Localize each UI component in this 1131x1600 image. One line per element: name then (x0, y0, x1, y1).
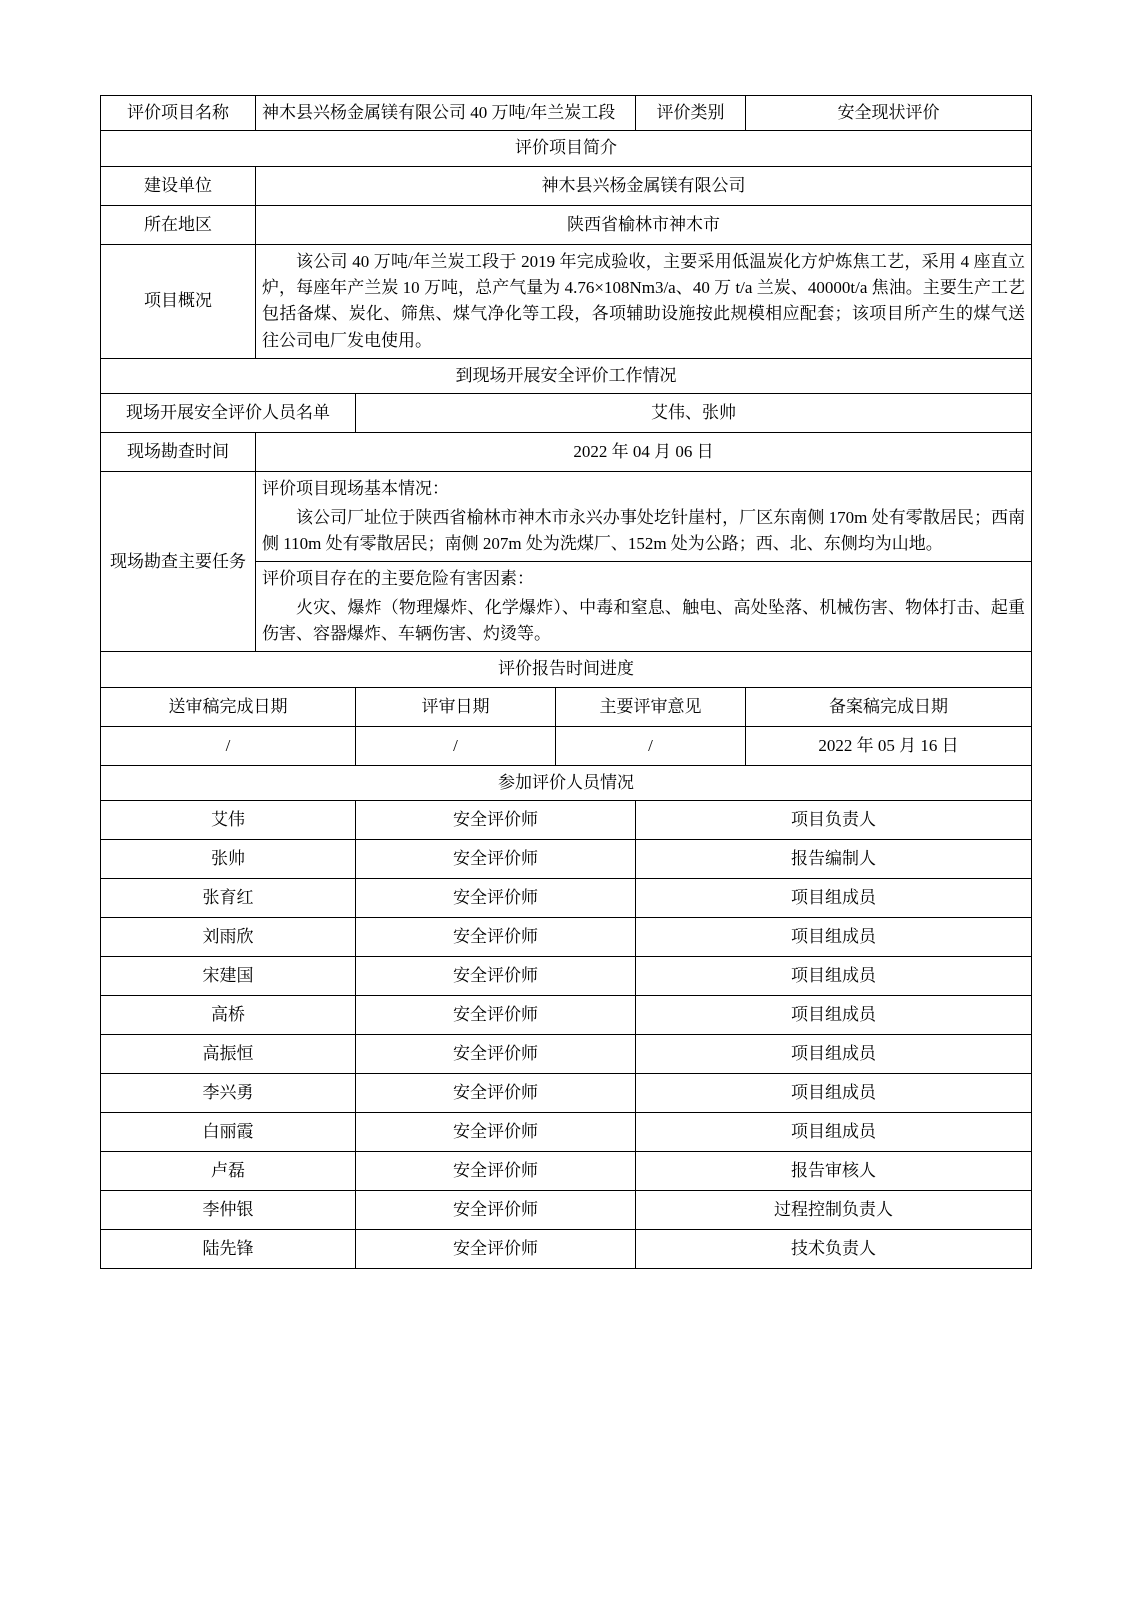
schedule-value-draft-date: / (101, 726, 356, 765)
section-row-intro (101, 131, 1032, 166)
personnel-role: 过程控制负责人 (636, 1191, 1032, 1230)
personnel-qualification: 安全评价师 (356, 801, 636, 840)
personnel-role: 项目组成员 (636, 879, 1032, 918)
personnel-name: 宋建国 (101, 957, 356, 996)
section-row-personnel (101, 765, 1032, 800)
personnel-qualification: 安全评价师 (356, 840, 636, 879)
personnel-qualification: 安全评价师 (356, 1191, 636, 1230)
table-row-survey-time (101, 433, 1032, 472)
personnel-qualification: 安全评价师 (356, 957, 636, 996)
table-row (101, 1074, 1032, 1113)
personnel-role: 报告编制人 (636, 840, 1032, 879)
basic-situation-text: 该公司厂址位于陕西省榆林市神木市永兴办事处圪针崖村，厂区东南侧 170m 处有零散居民；西南侧 110m 处有零散居民；南侧 207m 处为洗煤厂、152m 处为公路；西、北、东侧均为山地。 (262, 507, 1026, 554)
table-row-staff (101, 394, 1032, 433)
main-task-label: 现场勘查主要任务 (101, 472, 256, 652)
table-row-schedule-values (101, 726, 1032, 765)
personnel-qualification: 安全评价师 (356, 879, 636, 918)
schedule-value-review-date: / (356, 726, 556, 765)
personnel-name: 高振恒 (101, 1035, 356, 1074)
table-row (101, 840, 1032, 879)
schedule-header-review-comments: 主要评审意见 (556, 687, 746, 726)
personnel-role: 报告审核人 (636, 1152, 1032, 1191)
table-row (101, 879, 1032, 918)
project-name-label: 评价项目名称 (101, 96, 256, 131)
project-name-value: 神木县兴杨金属镁有限公司 40 万吨/年兰炭工段 (256, 96, 636, 131)
section-title-schedule: 评价报告时间进度 (101, 652, 1032, 687)
survey-time-label: 现场勘查时间 (101, 433, 256, 472)
section-title-intro: 评价项目简介 (101, 131, 1032, 166)
personnel-qualification: 安全评价师 (356, 996, 636, 1035)
schedule-value-filing-date: 2022 年 05 月 16 日 (746, 726, 1032, 765)
personnel-role: 技术负责人 (636, 1230, 1032, 1269)
table-row-construction-unit (101, 166, 1032, 205)
construction-unit-value: 神木县兴杨金属镁有限公司 (256, 166, 1032, 205)
table-row (101, 1191, 1032, 1230)
personnel-qualification: 安全评价师 (356, 1152, 636, 1191)
personnel-name: 陆先锋 (101, 1230, 356, 1269)
category-value: 安全现状评价 (746, 96, 1032, 131)
personnel-role: 项目负责人 (636, 801, 1032, 840)
staff-label: 现场开展安全评价人员名单 (101, 394, 356, 433)
schedule-value-review-comments: / (556, 726, 746, 765)
personnel-qualification: 安全评价师 (356, 1113, 636, 1152)
section-title-onsite: 到现场开展安全评价工作情况 (101, 359, 1032, 394)
personnel-name: 张帅 (101, 840, 356, 879)
overview-value (256, 244, 1032, 358)
evaluation-summary-table (100, 95, 1032, 1269)
location-value: 陕西省榆林市神木市 (256, 205, 1032, 244)
personnel-qualification: 安全评价师 (356, 918, 636, 957)
personnel-name: 李仲银 (101, 1191, 356, 1230)
personnel-name: 高桥 (101, 996, 356, 1035)
hazard-factors-cell (256, 562, 1032, 652)
personnel-name: 刘雨欣 (101, 918, 356, 957)
personnel-qualification: 安全评价师 (356, 1035, 636, 1074)
table-row (101, 957, 1032, 996)
personnel-name: 卢磊 (101, 1152, 356, 1191)
table-row-project-name (101, 96, 1032, 131)
table-row (101, 996, 1032, 1035)
schedule-header-draft-date: 送审稿完成日期 (101, 687, 356, 726)
table-row (101, 801, 1032, 840)
table-row (101, 1152, 1032, 1191)
hazard-factors-title: 评价项目存在的主要危险有害因素： (262, 569, 534, 589)
table-row (101, 1035, 1032, 1074)
construction-unit-label: 建设单位 (101, 166, 256, 205)
personnel-role: 项目组成员 (636, 996, 1032, 1035)
personnel-role: 项目组成员 (636, 1113, 1032, 1152)
table-row-location (101, 205, 1032, 244)
basic-situation-cell (256, 472, 1032, 562)
personnel-name: 张育红 (101, 879, 356, 918)
table-row (101, 1113, 1032, 1152)
table-row (101, 1230, 1032, 1269)
schedule-header-review-date: 评审日期 (356, 687, 556, 726)
basic-situation-title: 评价项目现场基本情况： (262, 479, 449, 499)
personnel-qualification: 安全评价师 (356, 1074, 636, 1113)
personnel-role: 项目组成员 (636, 918, 1032, 957)
personnel-name: 白丽霞 (101, 1113, 356, 1152)
category-label: 评价类别 (636, 96, 746, 131)
personnel-name: 李兴勇 (101, 1074, 356, 1113)
table-row-schedule-headers (101, 687, 1032, 726)
personnel-role: 项目组成员 (636, 1074, 1032, 1113)
hazard-factors-text: 火灾、爆炸（物理爆炸、化学爆炸）、中毒和窒息、触电、高处坠落、机械伤害、物体打击、起重伤害、容器爆炸、车辆伤害、灼烫等。 (262, 597, 1026, 644)
section-row-schedule (101, 652, 1032, 687)
location-label: 所在地区 (101, 205, 256, 244)
survey-time-value: 2022 年 04 月 06 日 (256, 433, 1032, 472)
table-row (101, 918, 1032, 957)
personnel-qualification: 安全评价师 (356, 1230, 636, 1269)
table-row-main-task (101, 472, 1032, 562)
personnel-name: 艾伟 (101, 801, 356, 840)
overview-paragraph: 该公司 40 万吨/年兰炭工段于 2019 年完成验收，主要采用低温炭化方炉炼焦工艺，采用 4 座直立炉，每座年产兰炭 10 万吨，总产气量为 4.76×108Nm3/a、40 万 t/a 兰炭、40000t/a 焦油。主要生产工艺包括备煤、炭化、筛焦、煤气净化等工段，各项辅助设施按此规模相应配套；该项目所产生的煤气送往公司电厂发电使用。 (262, 251, 1026, 350)
table-row-overview (101, 244, 1032, 358)
section-row-onsite (101, 359, 1032, 394)
personnel-role: 项目组成员 (636, 957, 1032, 996)
section-title-personnel: 参加评价人员情况 (101, 765, 1032, 800)
schedule-header-filing-date: 备案稿完成日期 (746, 687, 1032, 726)
overview-label: 项目概况 (101, 244, 256, 358)
staff-value: 艾伟、张帅 (356, 394, 1032, 433)
personnel-role: 项目组成员 (636, 1035, 1032, 1074)
